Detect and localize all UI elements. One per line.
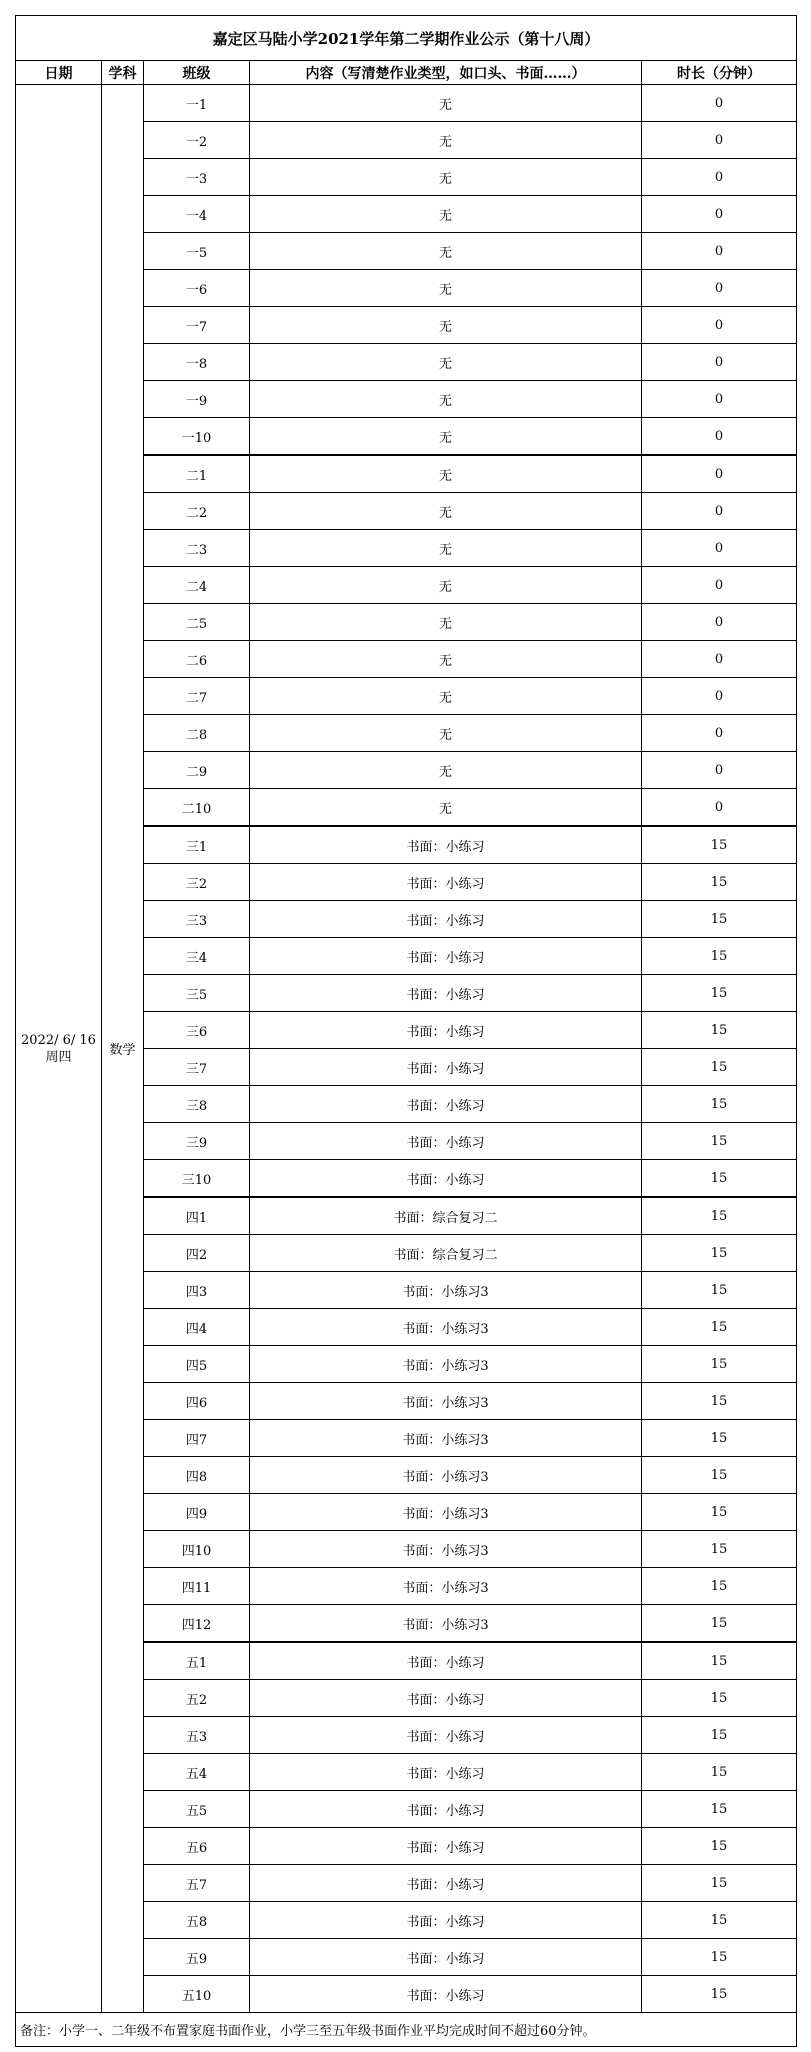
class-cell: 五4 [144,1754,250,1791]
content-cell: 无 [250,344,642,381]
duration-cell: 15 [642,1049,797,1086]
content-cell: 无 [250,678,642,715]
duration-cell: 15 [642,1717,797,1754]
content-cell: 书面：小练习 [250,1049,642,1086]
class-cell: 二1 [144,455,250,493]
duration-cell: 15 [642,1123,797,1160]
content-cell: 书面：小练习 [250,1902,642,1939]
class-cell: 三1 [144,826,250,864]
content-cell: 书面：小练习 [250,1828,642,1865]
duration-cell: 0 [642,530,797,567]
duration-cell: 0 [642,567,797,604]
duration-cell: 15 [642,1346,797,1383]
class-cell: 四6 [144,1383,250,1420]
class-cell: 一1 [144,85,250,122]
class-cell: 三7 [144,1049,250,1086]
class-cell: 一7 [144,307,250,344]
class-cell: 二8 [144,715,250,752]
content-cell: 书面：小练习 [250,1123,642,1160]
duration-cell: 15 [642,1568,797,1605]
content-cell: 书面：小练习3 [250,1457,642,1494]
content-cell: 书面：小练习 [250,1939,642,1976]
class-cell: 四12 [144,1605,250,1643]
note-text: 备注：小学一、二年级不布置家庭书面作业，小学三至五年级书面作业平均完成时间不超过60分钟。 [16,2013,797,2047]
content-cell: 无 [250,233,642,270]
content-cell: 书面：小练习3 [250,1420,642,1457]
duration-cell: 15 [642,1383,797,1420]
duration-cell: 0 [642,196,797,233]
class-cell: 一8 [144,344,250,381]
class-cell: 四11 [144,1568,250,1605]
duration-cell: 0 [642,233,797,270]
header-content: 内容（写清楚作业类型，如口头、书面……） [250,61,642,85]
content-cell: 书面：综合复习二 [250,1197,642,1235]
header-subject: 学科 [102,61,144,85]
content-cell: 书面：小练习3 [250,1531,642,1568]
duration-cell: 15 [642,826,797,864]
duration-cell: 15 [642,1420,797,1457]
class-cell: 五2 [144,1680,250,1717]
duration-cell: 15 [642,1012,797,1049]
content-cell: 书面：小练习 [250,1642,642,1680]
class-cell: 一5 [144,233,250,270]
date-cell [16,85,102,2013]
content-cell: 书面：小练习 [250,1976,642,2013]
title-row [16,16,797,61]
duration-cell: 15 [642,938,797,975]
content-cell: 无 [250,307,642,344]
class-cell: 三8 [144,1086,250,1123]
content-cell: 书面：小练习3 [250,1272,642,1309]
class-cell: 三10 [144,1160,250,1198]
header-row [16,61,797,85]
duration-cell: 0 [642,344,797,381]
class-cell: 一6 [144,270,250,307]
class-cell: 二7 [144,678,250,715]
duration-cell: 0 [642,85,797,122]
content-cell: 无 [250,270,642,307]
duration-cell: 15 [642,1160,797,1198]
table-title: 嘉定区马陆小学2021学年第二学期作业公示（第十八周） [16,16,797,61]
content-cell: 无 [250,493,642,530]
class-cell: 三9 [144,1123,250,1160]
class-cell: 一3 [144,159,250,196]
duration-cell: 15 [642,1865,797,1902]
content-cell: 书面：小练习 [250,1160,642,1198]
class-cell: 一9 [144,381,250,418]
class-cell: 一4 [144,196,250,233]
content-cell: 书面：小练习3 [250,1605,642,1643]
duration-cell: 15 [642,1976,797,2013]
date-value: 2022/ 6/ 16 [21,1032,96,1048]
class-cell: 五1 [144,1642,250,1680]
header-duration: 时长（分钟） [642,61,797,85]
duration-cell: 15 [642,1197,797,1235]
duration-cell: 0 [642,604,797,641]
class-cell: 四9 [144,1494,250,1531]
class-cell: 四4 [144,1309,250,1346]
duration-cell: 15 [642,1605,797,1643]
content-cell: 书面：小练习 [250,901,642,938]
duration-cell: 15 [642,1531,797,1568]
content-cell: 书面：小练习 [250,826,642,864]
content-cell: 书面：小练习3 [250,1494,642,1531]
content-cell: 书面：小练习 [250,1012,642,1049]
duration-cell: 0 [642,715,797,752]
content-cell: 无 [250,85,642,122]
duration-cell: 15 [642,901,797,938]
class-cell: 四10 [144,1531,250,1568]
duration-cell: 0 [642,307,797,344]
duration-cell: 15 [642,1086,797,1123]
duration-cell: 15 [642,1828,797,1865]
content-cell: 书面：综合复习二 [250,1235,642,1272]
class-cell: 二9 [144,752,250,789]
class-cell: 二5 [144,604,250,641]
class-cell: 四7 [144,1420,250,1457]
duration-cell: 15 [642,1754,797,1791]
duration-cell: 0 [642,789,797,827]
content-cell: 书面：小练习 [250,1791,642,1828]
duration-cell: 15 [642,1680,797,1717]
duration-cell: 15 [642,1791,797,1828]
duration-cell: 15 [642,1309,797,1346]
class-cell: 三6 [144,1012,250,1049]
class-cell: 二2 [144,493,250,530]
content-cell: 无 [250,604,642,641]
content-cell: 书面：小练习3 [250,1383,642,1420]
class-cell: 五3 [144,1717,250,1754]
class-cell: 四5 [144,1346,250,1383]
content-cell: 无 [250,715,642,752]
content-cell: 无 [250,196,642,233]
content-cell: 无 [250,418,642,456]
duration-cell: 0 [642,455,797,493]
class-cell: 二10 [144,789,250,827]
homework-table [15,15,797,2047]
content-cell: 无 [250,381,642,418]
class-cell: 四2 [144,1235,250,1272]
content-cell: 书面：小练习3 [250,1309,642,1346]
content-cell: 书面：小练习 [250,938,642,975]
content-cell: 无 [250,789,642,827]
note-row [16,2013,797,2047]
class-cell: 一2 [144,122,250,159]
content-cell: 书面：小练习 [250,1865,642,1902]
duration-cell: 15 [642,1902,797,1939]
content-cell: 无 [250,752,642,789]
content-cell: 无 [250,159,642,196]
header-class: 班级 [144,61,250,85]
class-cell: 五5 [144,1791,250,1828]
content-cell: 书面：小练习 [250,975,642,1012]
content-cell: 书面：小练习 [250,864,642,901]
duration-cell: 15 [642,1235,797,1272]
class-cell: 二3 [144,530,250,567]
content-cell: 无 [250,641,642,678]
header-date: 日期 [16,61,102,85]
content-cell: 书面：小练习 [250,1680,642,1717]
class-cell: 三4 [144,938,250,975]
duration-cell: 15 [642,1939,797,1976]
content-cell: 无 [250,122,642,159]
duration-cell: 15 [642,1457,797,1494]
class-cell: 三5 [144,975,250,1012]
class-cell: 四3 [144,1272,250,1309]
class-cell: 三3 [144,901,250,938]
duration-cell: 15 [642,1494,797,1531]
duration-cell: 0 [642,641,797,678]
duration-cell: 15 [642,975,797,1012]
class-cell: 五9 [144,1939,250,1976]
duration-cell: 15 [642,1642,797,1680]
duration-cell: 0 [642,122,797,159]
duration-cell: 0 [642,493,797,530]
content-cell: 无 [250,530,642,567]
class-cell: 五6 [144,1828,250,1865]
content-cell: 书面：小练习 [250,1754,642,1791]
duration-cell: 15 [642,864,797,901]
duration-cell: 0 [642,159,797,196]
content-cell: 书面：小练习3 [250,1568,642,1605]
content-cell: 无 [250,567,642,604]
class-cell: 三2 [144,864,250,901]
class-cell: 四8 [144,1457,250,1494]
weekday-value: 周四 [45,1049,72,1065]
table-row [16,85,797,122]
class-cell: 五7 [144,1865,250,1902]
class-cell: 五8 [144,1902,250,1939]
duration-cell: 0 [642,678,797,715]
duration-cell: 0 [642,270,797,307]
content-cell: 无 [250,455,642,493]
class-cell: 四1 [144,1197,250,1235]
class-cell: 一10 [144,418,250,456]
content-cell: 书面：小练习 [250,1717,642,1754]
duration-cell: 15 [642,1272,797,1309]
subject-cell: 数学 [102,85,144,2013]
class-cell: 二6 [144,641,250,678]
duration-cell: 0 [642,381,797,418]
content-cell: 书面：小练习3 [250,1346,642,1383]
content-cell: 书面：小练习 [250,1086,642,1123]
class-cell: 二4 [144,567,250,604]
duration-cell: 0 [642,752,797,789]
duration-cell: 0 [642,418,797,456]
class-cell: 五10 [144,1976,250,2013]
